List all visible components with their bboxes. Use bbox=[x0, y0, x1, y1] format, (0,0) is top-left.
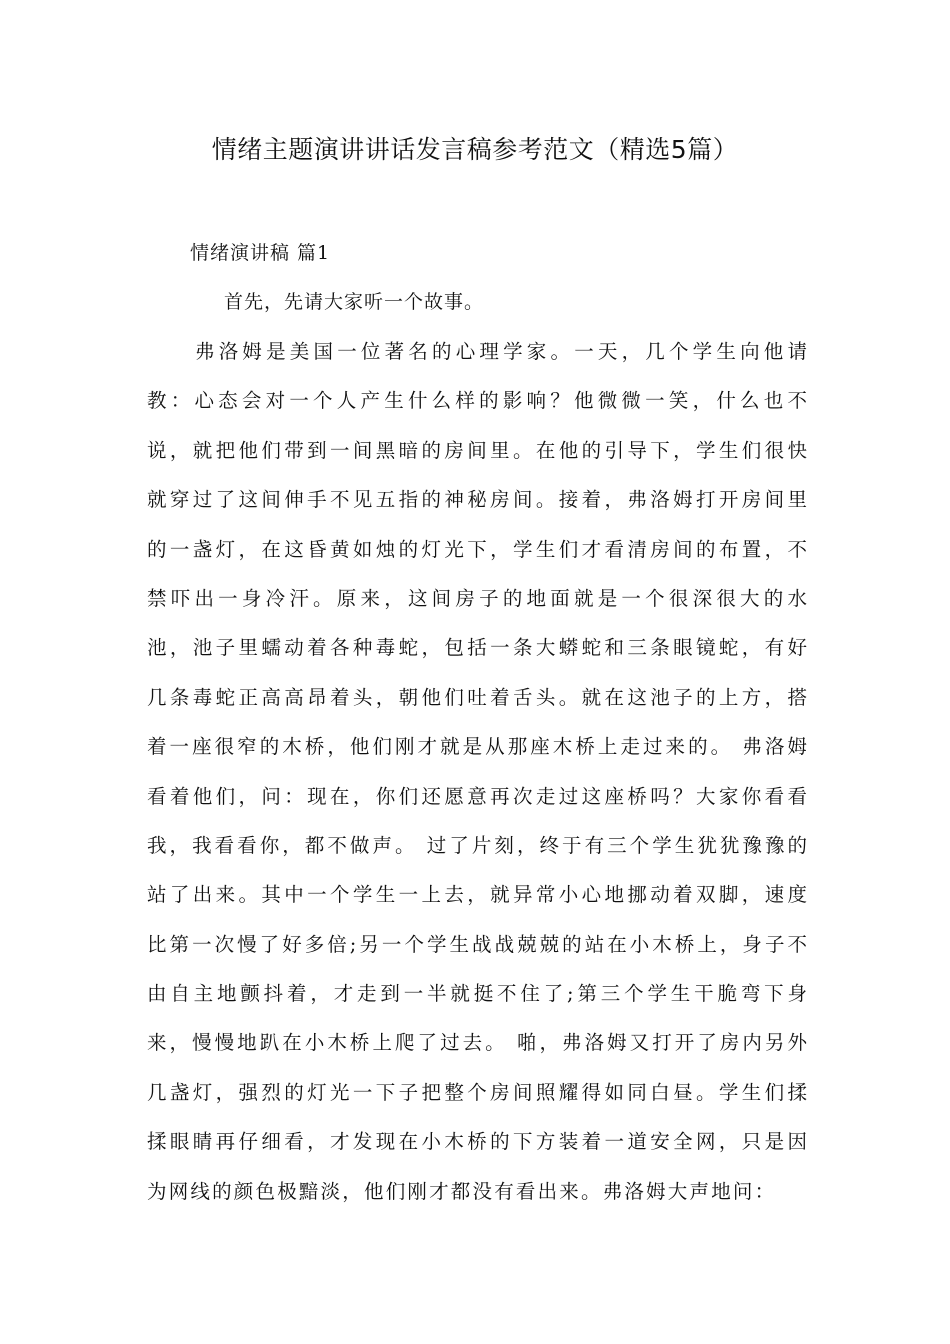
paragraph-line: 站了出来。其中一个学生一上去，就异常小心地挪动着双脚，速度 bbox=[147, 883, 807, 907]
document-title: 情绪主题演讲讲话发言稿参考范文（精选5篇） bbox=[211, 135, 739, 164]
paragraph-line: 的一盏灯，在这昏黄如烛的灯光下，学生们才看清房间的布置，不 bbox=[147, 537, 807, 561]
intro-paragraph: 首先，先请大家听一个故事。 bbox=[224, 291, 485, 313]
paragraph-line: 弗洛姆是美国一位著名的心理学家。一天，几个学生向他请 bbox=[195, 340, 807, 363]
paragraph-line: 着一座很窄的木桥，他们刚才就是从那座木桥上走过来的。 弗洛姆 bbox=[147, 735, 807, 759]
paragraph-line: 比第一次慢了好多倍;另一个学生战战兢兢的站在小木桥上，身子不 bbox=[147, 932, 807, 956]
paragraph-line: 就穿过了这间伸手不见五指的神秘房间。接着，弗洛姆打开房间里 bbox=[147, 488, 807, 512]
paragraph-line: 我，我看看你，都不做声。 过了片刻，终于有三个学生犹犹豫豫的 bbox=[147, 833, 807, 857]
paragraph-line: 说，就把他们带到一间黑暗的房间里。在他的引导下，学生们很快 bbox=[147, 438, 807, 462]
paragraph-line: 几条毒蛇正高高昂着头，朝他们吐着舌头。就在这池子的上方，搭 bbox=[147, 685, 807, 709]
paragraph-line: 池，池子里蠕动着各种毒蛇，包括一条大蟒蛇和三条眼镜蛇，有好 bbox=[147, 636, 807, 660]
paragraph-line: 揉眼睛再仔细看，才发现在小木桥的下方装着一道安全网，只是因 bbox=[147, 1130, 807, 1154]
story-paragraph bbox=[147, 337, 807, 1226]
paragraph-line: 禁吓出一身冷汗。原来，这间房子的地面就是一个很深很大的水 bbox=[147, 586, 807, 610]
paragraph-line: 由自主地颤抖着，才走到一半就挺不住了;第三个学生干脆弯下身 bbox=[147, 982, 807, 1006]
section-heading: 情绪演讲稿 篇1 bbox=[190, 242, 331, 264]
paragraph-line: 来，慢慢地趴在小木桥上爬了过去。 啪，弗洛姆又打开了房内另外 bbox=[147, 1031, 807, 1055]
paragraph-line: 看着他们，问：现在，你们还愿意再次走过这座桥吗？大家你看看 bbox=[147, 784, 807, 808]
paragraph-line: 为网线的颜色极黯淡，他们刚才都没有看出来。弗洛姆大声地问： bbox=[147, 1179, 777, 1203]
paragraph-line: 几盏灯，强烈的灯光一下子把整个房间照耀得如同白昼。学生们揉 bbox=[147, 1080, 807, 1104]
paragraph-line: 教：心态会对一个人产生什么样的影响？他微微一笑，什么也不 bbox=[147, 389, 807, 413]
